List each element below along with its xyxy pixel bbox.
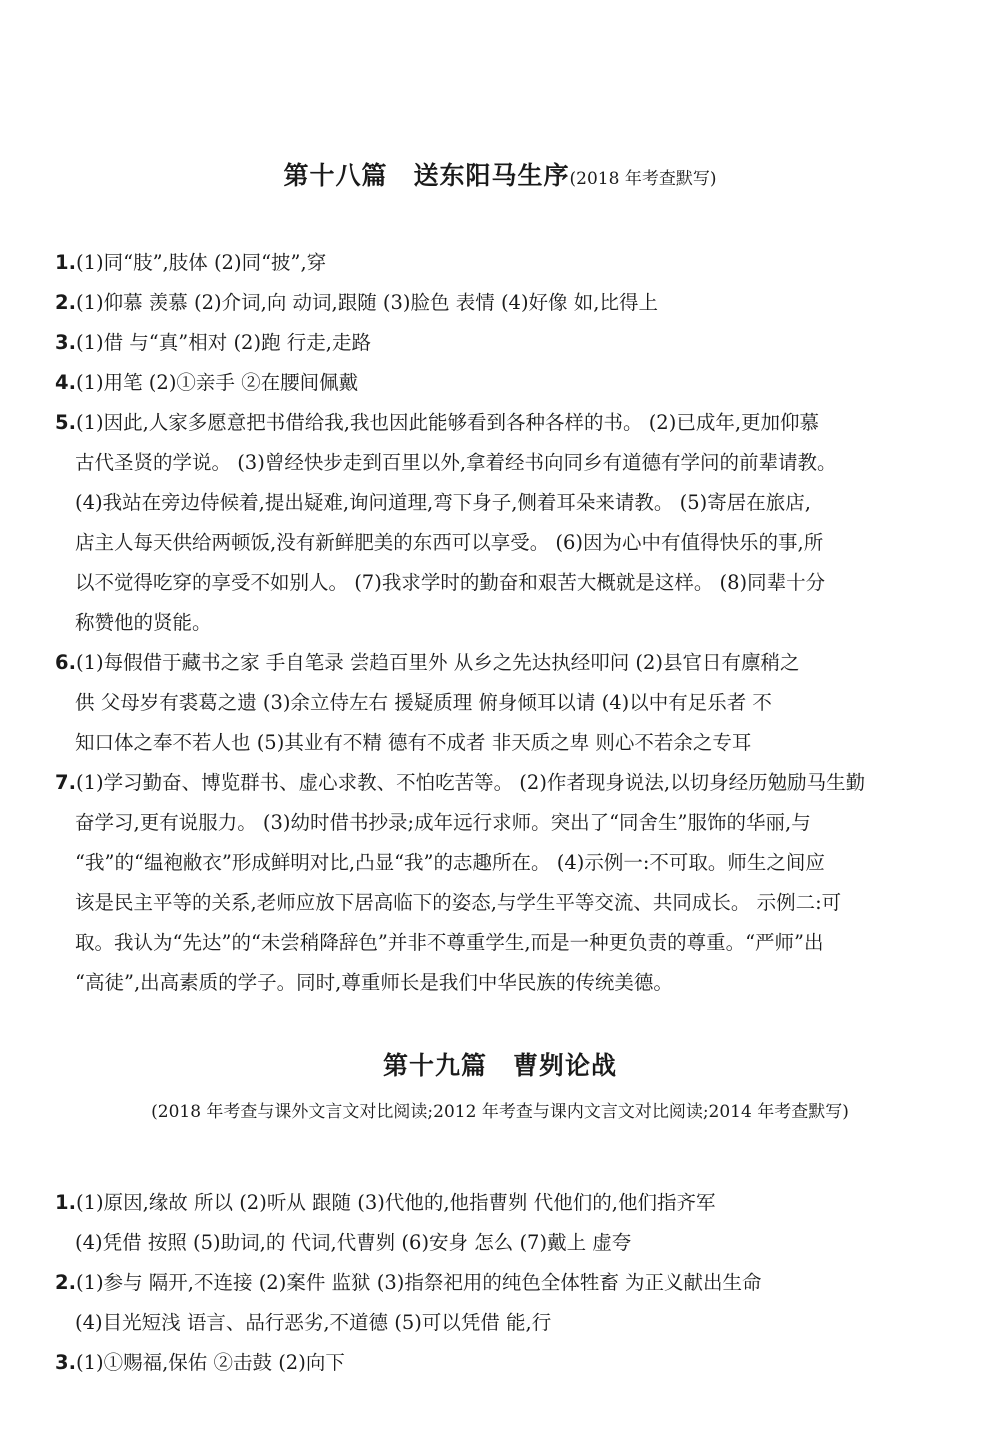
item-number: 4.	[55, 371, 76, 394]
item-line: (1)仰慕 羡慕 (2)介词,向 动词,跟随 (3)脸色 表情 (4)好像 如,比得上	[75, 291, 658, 314]
item-line: (1)因此,人家多愿意把书借给我,我也因此能够看到各种各样的书。 (2)已成年,更加仰慕	[75, 411, 820, 434]
item-number: 1.	[55, 1191, 76, 1214]
s18-item-7	[55, 763, 935, 1003]
section-18-title-note: (2018 年考查默写)	[569, 169, 717, 189]
item-line: “高徒”,出高素质的学子。同时,尊重师长是我们中华民族的传统美德。	[75, 971, 673, 994]
item-line: 古代圣贤的学说。 (3)曾经快步走到百里以外,拿着经书向同乡有道德有学问的前辈请教。	[75, 451, 837, 474]
item-line: (4)凭借 按照 (5)助词,的 代词,代曹刿 (6)安身 怎么 (7)戴上 虚夸	[75, 1231, 632, 1254]
section-19-subtitle: (2018 年考查与课外文言文对比阅读;2012 年考查与课内文言文对比阅读;2014 年考查默写)	[151, 1102, 849, 1122]
item-number: 2.	[55, 291, 76, 314]
item-line: (1)原因,缘故 所以 (2)听从 跟随 (3)代他的,他指曹刿 代他们的,他们指齐军	[75, 1191, 716, 1214]
section-18-heading	[0, 156, 1000, 192]
item-line: (1)参与 隔开,不连接 (2)案件 监狱 (3)指祭祀用的纯色全体牲畜 为正义献出生命	[75, 1271, 762, 1294]
item-line: 取。我认为“先达”的“未尝稍降辞色”并非不尊重学生,而是一种更负责的尊重。“严师”出	[75, 931, 824, 954]
section-18-title-name: 送东阳马生序	[413, 161, 570, 190]
s19-item-1	[55, 1183, 935, 1263]
s18-item-4	[55, 363, 935, 403]
item-line: 店主人每天供给两顿饭,没有新鲜肥美的东西可以享受。 (6)因为心中有值得快乐的事,所	[75, 531, 824, 554]
item-line: 称赞他的贤能。	[75, 611, 212, 634]
item-number: 3.	[55, 331, 76, 354]
item-number: 6.	[55, 651, 76, 674]
section-19-title: 第十九篇	[382, 1051, 487, 1080]
s18-item-5	[55, 403, 935, 643]
item-number: 5.	[55, 411, 76, 434]
item-line: 以不觉得吃穿的享受不如别人。 (7)我求学时的勤奋和艰苦大概就是这样。 (8)同辈十分	[75, 571, 826, 594]
item-line: 知口体之奉不若人也 (5)其业有不精 德有不成者 非天质之卑 则心不若余之专耳	[75, 731, 752, 754]
item-line: (4)我站在旁边侍候着,提出疑难,询问道理,弯下身子,侧着耳朵来请教。 (5)寄居在旅店,	[75, 491, 811, 514]
s19-item-3	[55, 1343, 935, 1383]
item-line: 该是民主平等的关系,老师应放下居高临下的姿态,与学生平等交流、共同成长。 示例二:可	[75, 891, 842, 914]
item-number: 2.	[55, 1271, 76, 1294]
item-line: 供 父母岁有裘葛之遗 (3)余立侍左右 援疑质理 俯身倾耳以请 (4)以中有足乐者 不	[75, 691, 772, 714]
item-number: 1.	[55, 251, 76, 274]
s18-item-2	[55, 283, 935, 323]
item-line: (1)学习勤奋、博览群书、虚心求教、不怕吃苦等。 (2)作者现身说法,以切身经历勉励马生勤	[75, 771, 866, 794]
item-number: 3.	[55, 1351, 76, 1374]
item-number: 7.	[55, 771, 76, 794]
item-line: 奋学习,更有说服力。 (3)幼时借书抄录;成年远行求师。突出了“同舍生”服饰的华丽,与	[75, 811, 811, 834]
s18-item-3	[55, 323, 935, 363]
item-line: (1)用笔 (2)①亲手 ②在腰间佩戴	[75, 371, 359, 394]
item-line: (1)①赐福,保佑 ②击鼓 (2)向下	[75, 1351, 345, 1374]
item-line: (4)目光短浅 语言、品行恶劣,不道德 (5)可以凭借 能,行	[75, 1311, 552, 1334]
s18-item-1	[55, 243, 935, 283]
item-line: (1)借 与“真”相对 (2)跑 行走,走路	[75, 331, 371, 354]
item-line: “我”的“缊袍敝衣”形成鲜明对比,凸显“我”的志趣所在。 (4)示例一:不可取。师生之间应	[75, 851, 825, 874]
section-19-title-name: 曹刿论战	[513, 1051, 618, 1080]
item-line: (1)同“肢”,肢体 (2)同“披”,穿	[75, 251, 327, 274]
s18-item-6	[55, 643, 935, 763]
section-19-heading	[0, 1046, 1000, 1082]
item-line: (1)每假借于藏书之家 手自笔录 尝趋百里外 从乡之先达执经叩问 (2)县官日有廪稍之	[75, 651, 800, 674]
s19-item-2	[55, 1263, 935, 1343]
section-18-title: 第十八篇	[283, 161, 388, 190]
